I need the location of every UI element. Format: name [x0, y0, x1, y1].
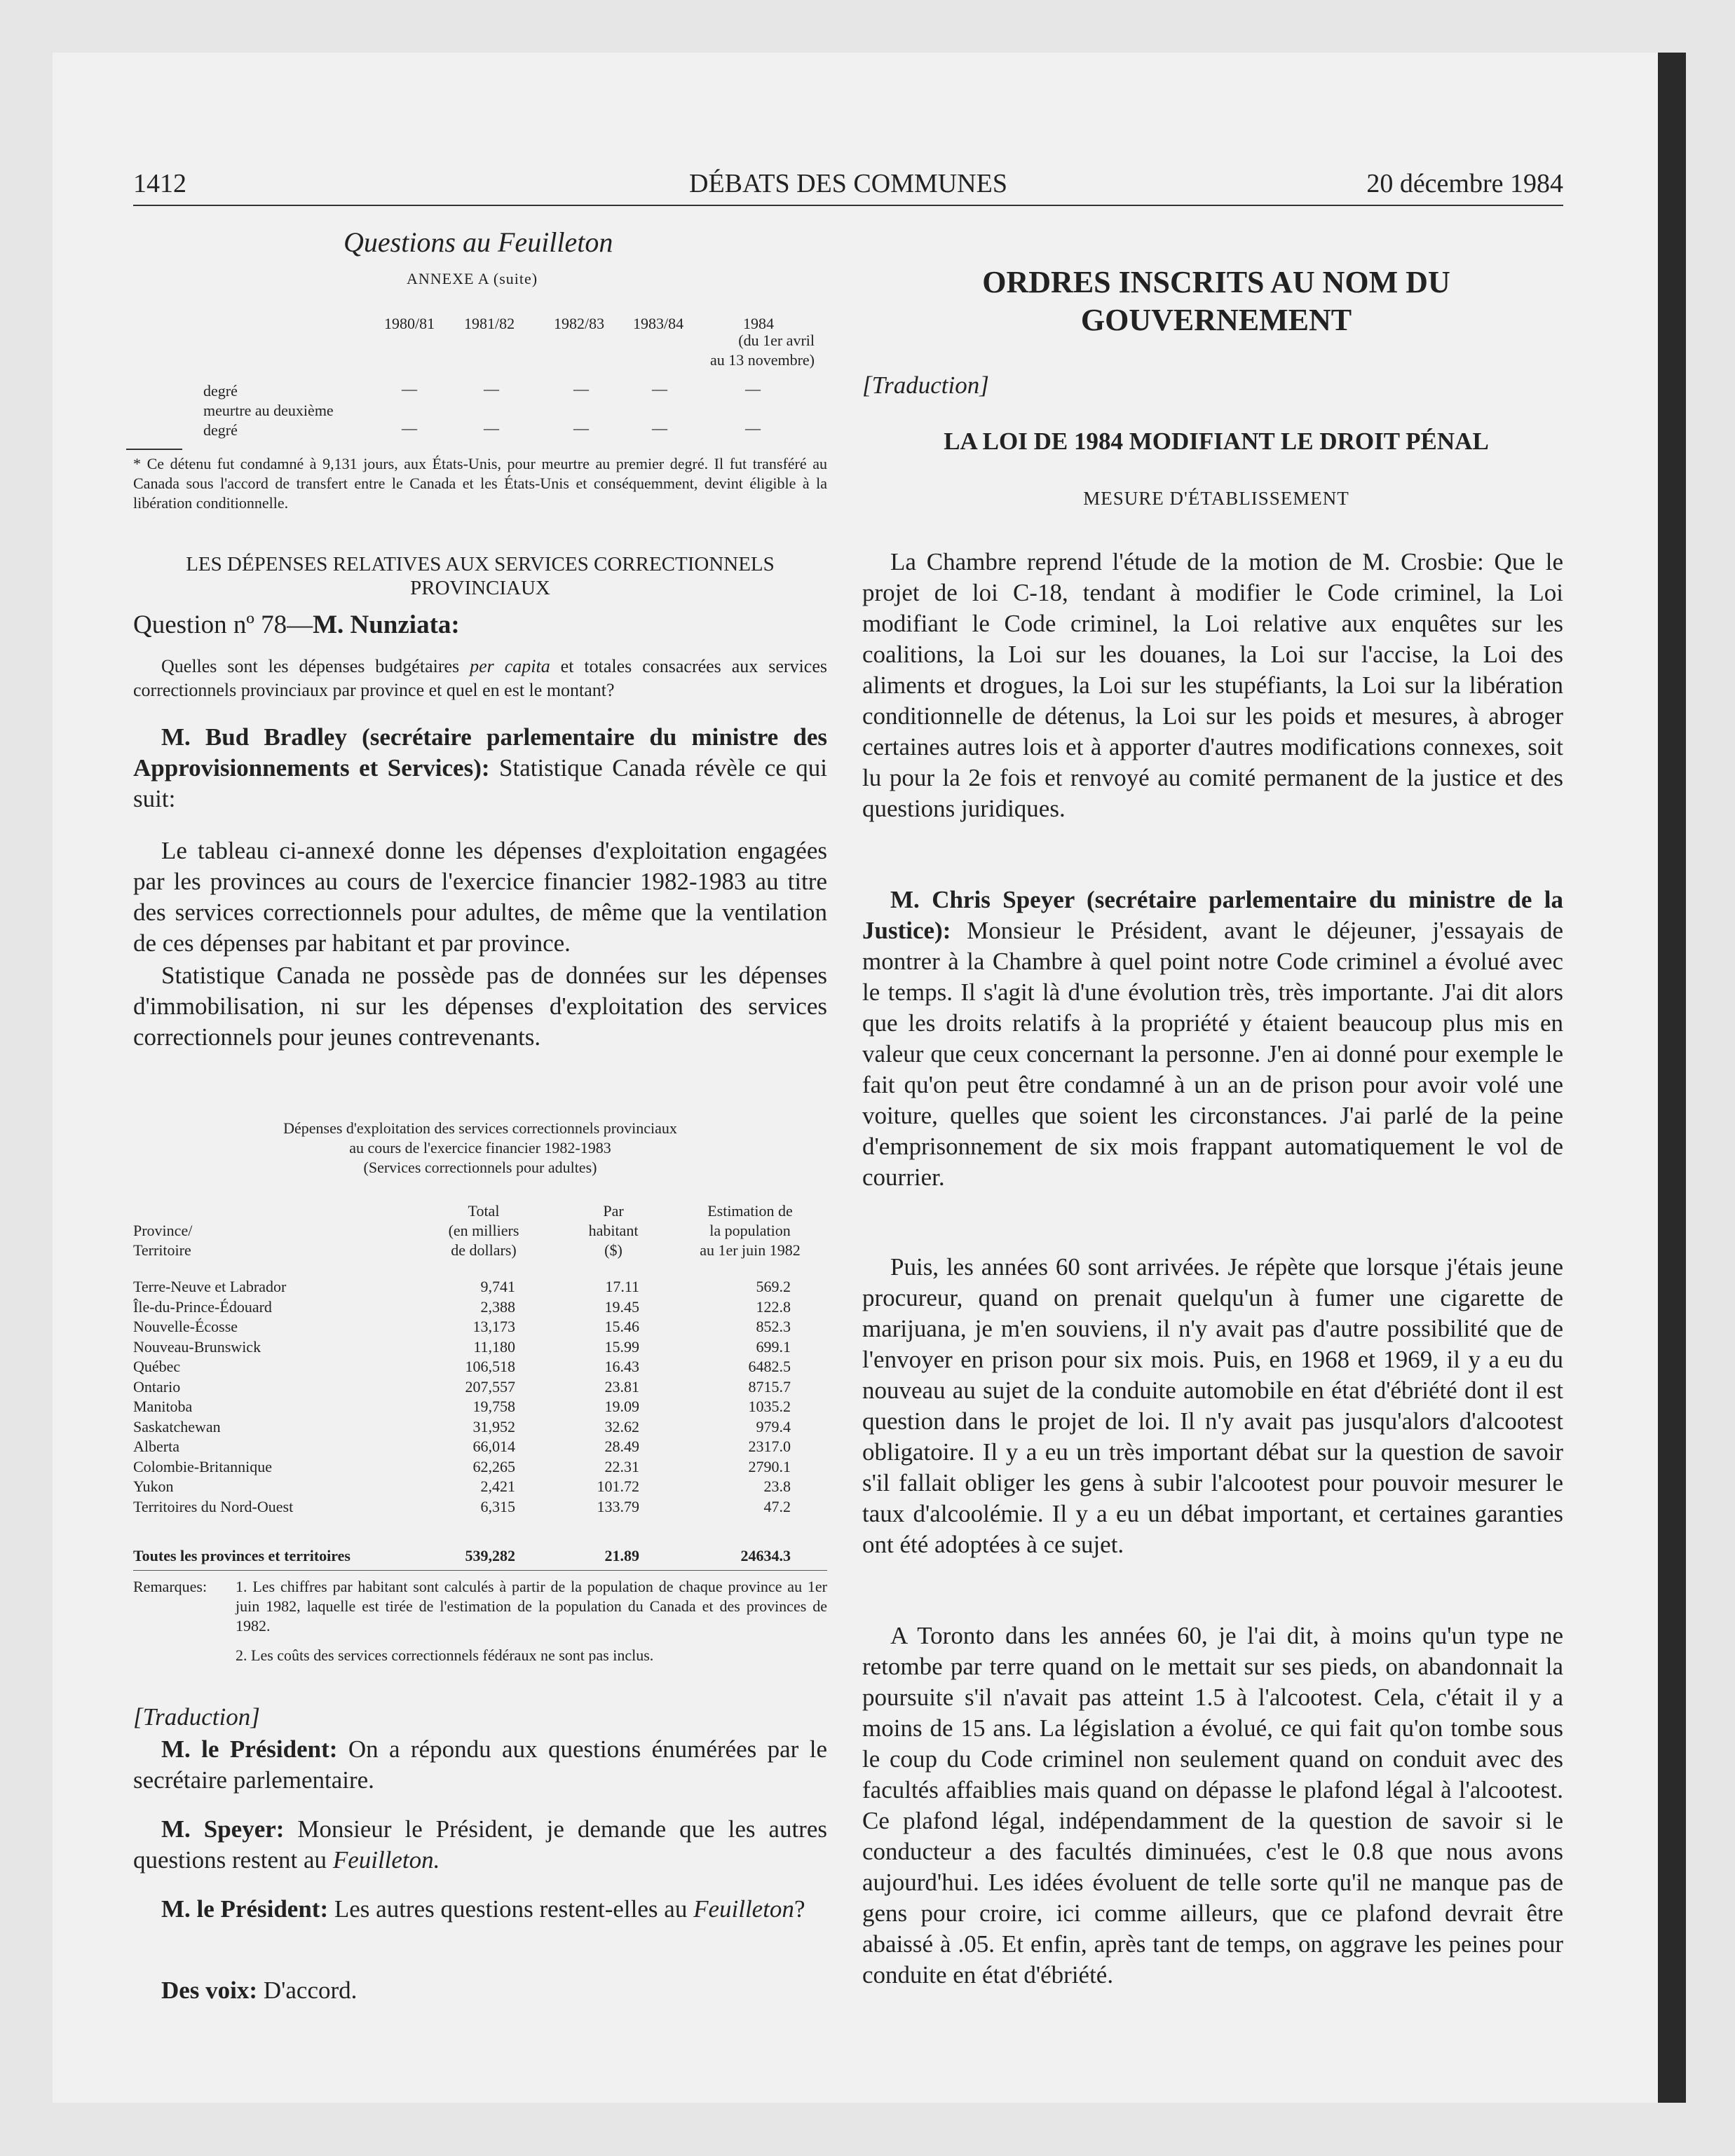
- table-cell-province: Colombie-Britannique: [133, 1458, 272, 1475]
- table-cell-province: Yukon: [133, 1478, 174, 1495]
- speyer-speech: M. Chris Speyer (secrétaire parlementaire du ministre de la Justice): Monsieur le Président, avant le déjeuner, j'essayais de montrer à la Chambre à quel point notre Code criminel a évolué avec le temps. Il s'agit là d'une évolution très, très importante. J'ai dit alors que les droits relatifs à la propriété y étaient beaucoup plus mis en valeur que ceux concernant la personne. J'en ai donné pour exemple le fait qu'on peut être condamné à un an de prison pour avoir volé une voiture, quelles que soient les circonstances. J'ai parlé de la peine d'emprisonnement de six mois frappant automatiquement le vol de courrier.: [862, 886, 1563, 1191]
- annex-row-label: degré: [203, 421, 238, 439]
- table-header-estimation: Estimation de: [707, 1202, 793, 1220]
- table-cell-province: Nouveau-Brunswick: [133, 1338, 261, 1356]
- table-cell-pop: 47.2: [763, 1498, 791, 1515]
- annex-row-label: degré: [203, 382, 238, 400]
- table-cell-total: 9,741: [480, 1278, 515, 1295]
- question-heading: Question nº 78—M. Nunziata:: [133, 610, 460, 639]
- table-cell-par: 19.09: [604, 1398, 639, 1415]
- remark-1: 1. Les chiffres par habitant sont calculés à partir de la population de chaque province au 1er juin 1982, laquelle est tirée de l'estimation de la population du Canada et des provinces de 1982.: [236, 1578, 827, 1635]
- table-cell-pop: 2790.1: [748, 1458, 791, 1475]
- table-header-estimation: au 1er juin 1982: [700, 1241, 801, 1259]
- measure-title: MESURE D'ÉTABLISSEMENT: [1083, 488, 1349, 509]
- table-cell-par: 15.46: [604, 1318, 639, 1335]
- table-cell-par: 133.79: [597, 1498, 639, 1515]
- page-title: DÉBATS DES COMMUNES: [689, 169, 1007, 198]
- table-cell-total: 106,518: [465, 1358, 515, 1375]
- table-cell-par: 32.62: [604, 1418, 639, 1435]
- table-cell-par: 22.31: [604, 1458, 639, 1475]
- motion-paragraph: La Chambre reprend l'étude de la motion de M. Crosbie: Que le projet de loi C-18, tendant à modifier le Code criminel, la Loi modifiant le Code criminel, la Loi relative aux enquêtes sur les coalitions, la Loi sur les douanes, la Loi sur l'accise, la Loi des aliments et drogues, la Loi sur les stupéfiants, la Loi sur la libération conditionnelle de détenus, la Loi sur les poids et mesures, à abroger certaines autres lois et à apporter d'autres modifications connexes, soit lu pour la 2e fois et renvoyé au comité permanent de la justice et des questions juridiques.: [862, 548, 1563, 822]
- table-cell-total: 66,014: [472, 1438, 515, 1455]
- table-caption-3: (Services correctionnels pour adultes): [363, 1159, 597, 1176]
- table-cell-province: Québec: [133, 1358, 181, 1375]
- table-cell-province: Territoires du Nord-Ouest: [133, 1498, 294, 1515]
- table-cell-par: 28.49: [604, 1438, 639, 1455]
- table-header-total: de dollars): [451, 1241, 517, 1259]
- table-header-estimation: la population: [709, 1222, 791, 1239]
- table-total-pop: 24634.3: [740, 1547, 791, 1564]
- annex-col-1984-note-1: (du 1er avril: [738, 332, 815, 349]
- annex-col-1984-note-2: au 13 novembre): [709, 351, 815, 369]
- annex-dash: —: [402, 419, 417, 437]
- annex-col-1980: 1980/81: [384, 315, 435, 332]
- speech-president-1: M. le Président: On a répondu aux questions énumérées par le secrétaire parlementaire.: [133, 1735, 827, 1794]
- annex-col-1983: 1983/84: [633, 315, 684, 332]
- annex-dash: —: [652, 419, 667, 437]
- remark-2: 2. Les coûts des services correctionnels fédéraux ne sont pas inclus.: [236, 1646, 654, 1664]
- header-rule: [133, 205, 1563, 206]
- table-cell-pop: 1035.2: [748, 1398, 791, 1415]
- question-text: Quelles sont les dépenses budgétaires per capita et totales consacrées aux services correctionnels provinciaux par province et quel en est le montant?: [133, 656, 827, 700]
- table-cell-pop: 852.3: [756, 1318, 791, 1335]
- table-caption-2: au cours de l'exercice financier 1982-1983: [349, 1139, 611, 1157]
- annex-row-label: meurtre au deuxième: [203, 402, 334, 419]
- table-cell-par: 19.45: [604, 1298, 639, 1316]
- scan-edge-bar: [1658, 53, 1686, 2103]
- table-cell-total: 6,315: [480, 1498, 515, 1515]
- translation-tag: [Traduction]: [133, 1703, 260, 1731]
- remarks-label: Remarques:: [133, 1578, 207, 1595]
- section-title: LES DÉPENSES RELATIVES AUX SERVICES CORRECTIONNELS PROVINCIAUX: [186, 553, 775, 599]
- answer-paragraph-2: Statistique Canada ne possède pas de données sur les dépenses d'immobilisation, ni sur les dépenses d'exploitation des services correctionnels pour jeunes contrevenants.: [133, 962, 827, 1051]
- table-cell-pop: 8715.7: [748, 1378, 791, 1396]
- table-header-par: ($): [604, 1241, 622, 1259]
- annex-col-1984: 1984: [743, 315, 774, 332]
- table-cell-total: 19,758: [472, 1398, 515, 1415]
- table-header-province: Territoire: [133, 1241, 191, 1259]
- translation-tag-right: [Traduction]: [862, 371, 989, 399]
- annex-dash: —: [745, 419, 761, 437]
- table-cell-par: 23.81: [604, 1378, 639, 1396]
- page-number: 1412: [133, 169, 186, 198]
- table-cell-total: 11,180: [473, 1338, 515, 1356]
- table-total-label: Toutes les provinces et territoires: [133, 1547, 351, 1564]
- table-cell-total: 13,173: [472, 1318, 515, 1335]
- table-cell-par: 15.99: [604, 1338, 639, 1356]
- annex-dash: —: [573, 380, 589, 397]
- annex-col-1981: 1981/82: [464, 315, 515, 332]
- page-date: 20 décembre 1984: [1366, 169, 1563, 198]
- paragraph-60s: Puis, les années 60 sont arrivées. Je répète que lorsque j'étais jeune procureur, quand on prenait quelqu'un à fumer une cigarette de marijuana, je m'en souviens, il n'y avait pas d'autre possibilité que de l'envoyer en prison pour six mois. Puis, en 1968 et 1969, il y a eu du nouveau au sujet de la conduite automobile en état d'ébriété dont il est question dans le projet de loi. Il n'y avait pas jusqu'alors d'alcootest obligatoire. Il y a eu un très important débat sur la question de savoir s'il fallait obliger les gens à subir l'alcootest pour pouvoir mesurer le taux d'alcoolémie. Il y a eu un débat important, et certaines garanties ont été adoptées à ce sujet.: [862, 1253, 1563, 1558]
- annex-subheading: ANNEXE A (suite): [407, 270, 538, 287]
- table-cell-pop: 2317.0: [748, 1438, 791, 1455]
- annex-footnote: * Ce détenu fut condamné à 9,131 jours, aux États-Unis, pour meurtre au premier degré. Il fut transféré au Canada sous l'accord de transfert entre le Canada et les États-Unis et conséquemment, devint éligible à la libération conditionnelle.: [133, 455, 827, 512]
- table-cell-pop: 122.8: [756, 1298, 791, 1316]
- table-cell-province: Terre-Neuve et Labrador: [133, 1278, 287, 1295]
- table-cell-pop: 23.8: [763, 1478, 791, 1495]
- table-cell-pop: 6482.5: [748, 1358, 791, 1375]
- annex-col-1982: 1982/83: [554, 315, 605, 332]
- annex-dash: —: [652, 380, 667, 397]
- footnote-rule: [126, 449, 182, 450]
- table-caption-1: Dépenses d'exploitation des services correctionnels provinciaux: [283, 1119, 677, 1137]
- answer-block: M. Bud Bradley (secrétaire parlementaire du ministre des Approvisionnements et Services): Statistique Canada révèle ce qui suit:: [133, 723, 827, 812]
- annex-dash: —: [484, 419, 499, 437]
- annex-dash: —: [484, 380, 499, 397]
- table-cell-total: 2,421: [480, 1478, 515, 1495]
- table-cell-total: 207,557: [465, 1378, 515, 1396]
- table-cell-province: Alberta: [133, 1438, 179, 1455]
- table-cell-province: Île-du-Prince-Édouard: [133, 1298, 272, 1316]
- table-header-total: (en milliers: [448, 1222, 519, 1239]
- table-cell-par: 17.11: [605, 1278, 639, 1295]
- speech-speyer: M. Speyer: Monsieur le Président, je demande que les autres questions restent au Feuilleton.: [133, 1815, 827, 1874]
- table-cell-pop: 979.4: [756, 1418, 791, 1435]
- table-header-province: Province/: [133, 1222, 193, 1239]
- table-cell-total: 62,265: [472, 1458, 515, 1475]
- speech-voices: Des voix: D'accord.: [161, 1977, 358, 2004]
- table-cell-pop: 699.1: [756, 1338, 791, 1356]
- table-header-par: habitant: [588, 1222, 639, 1239]
- table-cell-pop: 569.2: [756, 1278, 791, 1295]
- table-cell-province: Saskatchewan: [133, 1418, 221, 1435]
- table-cell-total: 31,952: [472, 1418, 515, 1435]
- answer-paragraph-1: Le tableau ci-annexé donne les dépenses d'exploitation engagées par les provinces au cours de l'exercice financier 1982-1983 au titre des services correctionnels pour adultes, de même que la ventilation de ces dépenses par habitant et par province.: [133, 837, 827, 957]
- table-cell-par: 16.43: [604, 1358, 639, 1375]
- annex-heading: Questions au Feuilleton: [343, 226, 613, 258]
- table-cell-province: Nouvelle-Écosse: [133, 1318, 238, 1335]
- annex-dash: —: [745, 380, 761, 397]
- speech-president-2: M. le Président: Les autres questions restent-elles au Feuilleton?: [161, 1895, 805, 1923]
- bill-title: LA LOI DE 1984 MODIFIANT LE DROIT PÉNAL: [944, 428, 1489, 455]
- annex-dash: —: [402, 380, 417, 397]
- table-cell-province: Manitoba: [133, 1398, 193, 1415]
- annex-dash: —: [573, 419, 589, 437]
- table-header-par: Par: [603, 1202, 624, 1220]
- orders-title: ORDRES INSCRITS AU NOM DU GOUVERNEMENT: [982, 265, 1450, 337]
- table-cell-province: Ontario: [133, 1378, 181, 1396]
- table-header-total: Total: [468, 1202, 500, 1220]
- table-total-par: 21.89: [604, 1547, 639, 1564]
- paragraph-toronto: A Toronto dans les années 60, je l'ai dit, à moins qu'un type ne retombe par terre quand on le mettait sur ses pieds, on abandonnait la poursuite s'il n'avait pas atteint 1.5 à l'alcootest. Cela, c'était il y a moins de 15 ans. La législation a évolué, ce qui fait qu'on tombe sous le coup du Code criminel non seulement quand on conduit avec des facultés affaiblies mais quand on dépasse le plafond légal à l'alcootest. Ce plafond légal, indépendamment de la question de savoir si le conducteur a des facultés diminuées, c'est le 0.8 que nous avons aujourd'hui. Les idées évoluent de telle sorte qu'il ne manque pas de gens pour croire, ici comme ailleurs, que ce plafond devrait être abaissé à .05. Et enfin, après tant de temps, on aggrave les peines pour conduite en état d'ébriété.: [862, 1622, 1563, 1988]
- table-total-value: 539,282: [465, 1547, 515, 1564]
- table-cell-total: 2,388: [480, 1298, 515, 1316]
- table-bottom-rule: [133, 1570, 827, 1571]
- table-cell-par: 101.72: [597, 1478, 639, 1495]
